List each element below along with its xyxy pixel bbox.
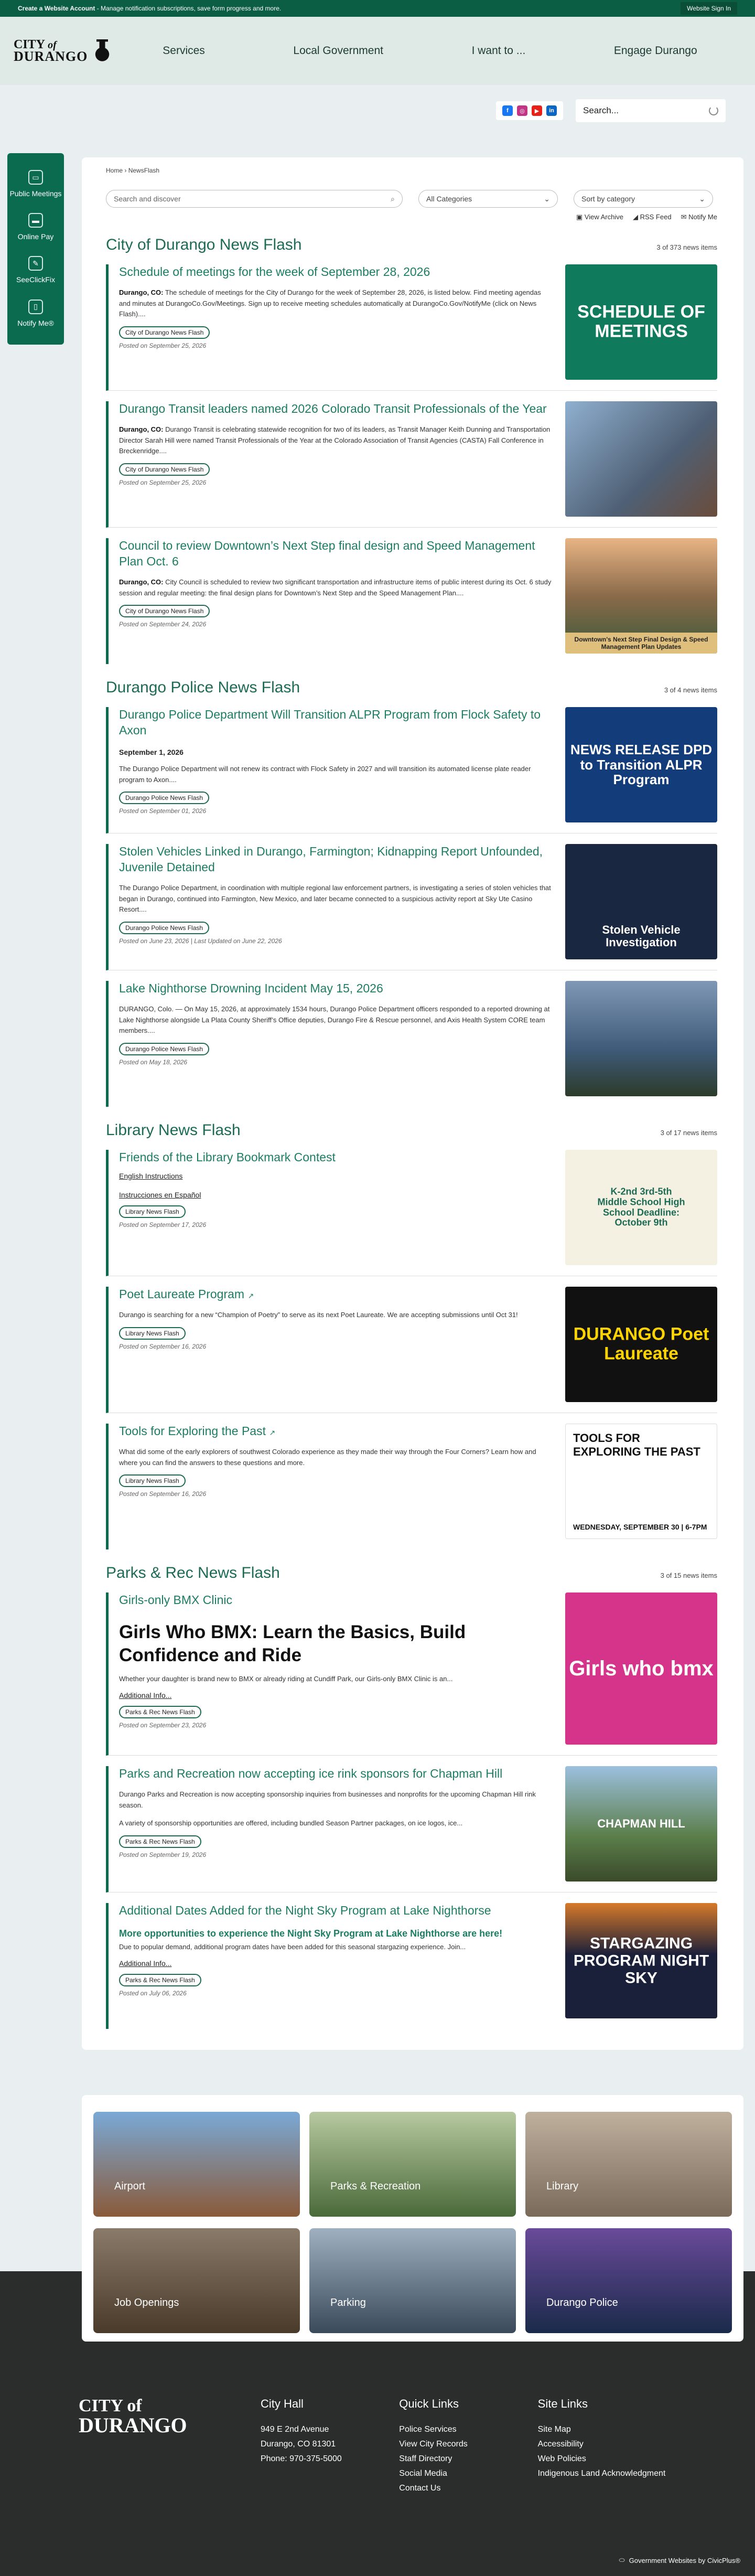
- footer-quick-links: Quick Links Police Services View City Records Staff Directory Social Media Contact Us: [399, 2397, 537, 2497]
- posted-date: Posted on September 16, 2026: [119, 1342, 207, 1350]
- section-parks-news: [106, 1564, 717, 2029]
- news-item-title[interactable]: Durango Transit leaders named 2026 Colorado Transit Professionals of the Year: [119, 402, 547, 415]
- news-item: [106, 1150, 717, 1276]
- instagram-icon[interactable]: ◎: [517, 105, 527, 116]
- posted-date: Posted on September 25, 2026: [119, 342, 207, 350]
- english-instructions-link[interactable]: English Instructions: [119, 1171, 183, 1180]
- sidebar-item-public-meetings[interactable]: ▭ Public Meetings: [7, 163, 64, 206]
- civicplus-credit[interactable]: ⬭ Government Websites by CivicPlus®: [619, 2556, 740, 2564]
- category-tag[interactable]: Durango Police News Flash: [119, 922, 209, 934]
- posted-date: Posted on September 01, 2026: [119, 807, 207, 815]
- youtube-icon[interactable]: ▶: [532, 105, 542, 116]
- civicplus-logo-icon: ⬭: [619, 2556, 625, 2564]
- news-item-title[interactable]: Friends of the Library Bookmark Contest: [119, 1150, 336, 1164]
- quick-link-tiles: [82, 2095, 743, 2342]
- section-title[interactable]: City of Durango News Flash: [106, 236, 302, 253]
- news-thumbnail[interactable]: Downtown's Next Step Final Design & Speed Management Plan Updates: [565, 538, 717, 654]
- section-count: 3 of 15 news items: [660, 1572, 717, 1579]
- nav-i-want-to[interactable]: I want to ...: [471, 45, 526, 57]
- nav-services[interactable]: Services: [163, 45, 205, 57]
- footer-link[interactable]: Staff Directory: [399, 2454, 452, 2463]
- utility-row: [0, 85, 755, 136]
- sign-in-button[interactable]: Website Sign In: [681, 2, 737, 15]
- news-item: Lake Nighthorse Drowning Incident May 15, 2026 DURANGO, Colo. — On May 15, 2026, at approximately 1534 hours, Durango Police Department officers responded to a reported drowning at Lake Nighthorse alongside La Plata County Sheriff’s Office deputies, Durango Fire & Rescue personnel, and Axis Health System CORE team members.... Durango Police News Flash Posted on May 18, 2026: [106, 981, 717, 1107]
- social-links: [496, 101, 563, 120]
- category-tag[interactable]: City of Durango News Flash: [119, 605, 210, 617]
- category-tag[interactable]: Parks & Rec News Flash: [119, 1974, 201, 1986]
- footer-link[interactable]: Site Map: [537, 2425, 571, 2434]
- tile-parks-recreation[interactable]: Parks & Recreation: [309, 2112, 516, 2217]
- posted-date: Posted on September 19, 2026: [119, 1851, 207, 1859]
- section-city-news: [106, 236, 717, 664]
- news-item: Council to review Downtown’s Next Step final design and Speed Management Plan Oct. 6 Durango, CO: City Council is scheduled to review two significant transportation and infrastructure items of public interest during its Oct. 6 study session and regular meeting: the final design plans for Downtown’s Next Step and the Speed Management Plan.... City of Durango News Flash Posted on September 24, 2026 Downtown's Next Step Final Design & Speed Management Plan Updates: [106, 538, 717, 664]
- news-item: Schedule of meetings for the week of September 28, 2026 Durango, CO: The schedule of meetings for the City of Durango for the week of September 28, 2026, is listed below. Find meeting agendas and minutes at DurangoCo.Gov/Meetings. Sign up to receive meeting schedules automatically at DurangoCo.Gov/NotifyMe (click on News Flash).... City of Durango News Flash Posted on September 25, 2026 SCHEDULE OF MEETINGS: [106, 264, 717, 391]
- section-title[interactable]: Parks & Rec News Flash: [106, 1564, 280, 1581]
- search-icon[interactable]: ⌕: [391, 194, 395, 203]
- section-count: 3 of 373 news items: [656, 243, 717, 251]
- archive-icon: ▣: [576, 213, 585, 221]
- sort-select[interactable]: Sort by category ⌄: [574, 190, 713, 208]
- additional-info-link[interactable]: Additional Info...: [119, 1691, 172, 1700]
- section-count: 3 of 4 news items: [664, 686, 717, 694]
- news-item: Poet Laureate Program ↗ Durango is searching for a new “Champion of Poetry” to serve as its next Poet Laureate. We are accepting submissions until Oct 31! Library News Flash Posted on September 16, 2026 DURANGO Poet Laureate: [106, 1287, 717, 1413]
- tile-job-openings[interactable]: Job Openings: [93, 2228, 300, 2333]
- footer-link[interactable]: Police Services: [399, 2425, 457, 2434]
- external-link-icon: ↗: [247, 1291, 254, 1300]
- news-thumbnail[interactable]: CHAPMAN HILL: [565, 1766, 717, 1882]
- news-thumbnail[interactable]: [565, 981, 717, 1096]
- site-search-input[interactable]: Search...: [576, 99, 726, 122]
- sidebar-item-online-pay[interactable]: ▬ Online Pay: [7, 206, 64, 249]
- chevron-down-icon: ⌄: [699, 194, 705, 203]
- posted-date: Posted on May 18, 2026: [119, 1059, 188, 1066]
- footer-logo[interactable]: CITY of DURANGO: [79, 2396, 187, 2437]
- train-logo-icon: [91, 39, 114, 62]
- news-item-title[interactable]: Parks and Recreation now accepting ice rink sponsors for Chapman Hill: [119, 1767, 503, 1780]
- phone-icon: ▯: [28, 300, 43, 314]
- article-heading: Girls Who BMX: Learn the Basics, Build Confidence and Ride: [119, 1621, 466, 1665]
- tile-durango-police[interactable]: Durango Police: [525, 2228, 732, 2333]
- sidebar-item-seeclickfix[interactable]: ✎ SeeClickFix: [7, 249, 64, 292]
- footer-link[interactable]: Social Media: [399, 2469, 447, 2478]
- footer-link[interactable]: Accessibility: [537, 2440, 584, 2449]
- posted-date: Posted on September 23, 2026: [119, 1722, 207, 1729]
- news-thumbnail[interactable]: Girls who bmx: [565, 1592, 717, 1745]
- category-tag[interactable]: Parks & Rec News Flash: [119, 1706, 201, 1718]
- news-item: Durango Transit leaders named 2026 Colorado Transit Professionals of the Year Durango, CO: Durango Transit is celebrating statewide recognition for two of its leaders, as Transit Manager Keith Dunning and Transportation Director Sarah Hill were named Transit Professionals of the Year at the Colorado Association of Transit Agencies (CASTA) Fall Conference in Breckenridge.... City of Durango News Flash Posted on September 25, 2026: [106, 401, 717, 528]
- section-count: 3 of 17 news items: [660, 1129, 717, 1137]
- tile-airport[interactable]: Airport: [93, 2112, 300, 2217]
- news-item-title[interactable]: Girls-only BMX Clinic: [119, 1593, 232, 1607]
- breadcrumb-home[interactable]: Home: [106, 167, 123, 174]
- category-tag[interactable]: City of Durango News Flash: [119, 326, 210, 339]
- category-select[interactable]: All Categories ⌄: [418, 190, 558, 208]
- filter-bar: [106, 190, 717, 208]
- news-thumbnail[interactable]: DURANGO Poet Laureate: [565, 1287, 717, 1402]
- news-item-title[interactable]: Poet Laureate Program ↗: [119, 1287, 254, 1301]
- footer-site-links: Site Links Site Map Accessibility Web Policies Indigenous Land Acknowledgment: [538, 2397, 676, 2497]
- posted-date: Posted on September 24, 2026: [119, 621, 207, 628]
- posted-date: Posted on September 25, 2026: [119, 479, 207, 487]
- category-tag[interactable]: Durango Police News Flash: [119, 1043, 209, 1055]
- posted-date: Posted on June 23, 2026 | Last Updated on June 22, 2026: [119, 937, 282, 945]
- news-item-title[interactable]: Lake Nighthorse Drowning Incident May 15, 2026: [119, 981, 383, 995]
- section-library-news: [106, 1121, 717, 1549]
- city-logo[interactable]: CITY of DURANGO: [14, 39, 118, 63]
- news-flash-content: [82, 157, 743, 2050]
- chevron-down-icon: ⌄: [544, 194, 550, 203]
- external-link-icon: ↗: [269, 1428, 276, 1437]
- category-tag[interactable]: Library News Flash: [119, 1205, 186, 1218]
- rss-feed-link[interactable]: ◢ RSS Feed: [632, 213, 672, 221]
- sidebar-item-notify-me[interactable]: ▯ Notify Me®: [7, 292, 64, 335]
- news-thumbnail[interactable]: K-2nd 3rd-5th Middle School High School Deadline: October 9th: [565, 1150, 717, 1265]
- article-subheading: More opportunities to experience the Night Sky Program at Lake Nighthorse are here!: [119, 1928, 503, 1939]
- news-thumbnail[interactable]: Stolen Vehicle Investigation: [565, 844, 717, 959]
- news-item-title[interactable]: Schedule of meetings for the week of September 28, 2026: [119, 265, 430, 279]
- news-item: Parks and Recreation now accepting ice rink sponsors for Chapman Hill Durango Parks and Recreation is now accepting sponsorship inquiries from businesses and nonprofits for the upcoming Chapman Hill rink season. A variety of sponsorship opportunities are offered, including bundled Season Partner packages, on ice logos, ice... Parks & Rec News Flash Posted on September 19, 2026 CHAPMAN HILL: [106, 1766, 717, 1893]
- tile-parking[interactable]: Parking: [309, 2228, 516, 2333]
- category-tag[interactable]: Library News Flash: [119, 1327, 186, 1340]
- spanish-instructions-link[interactable]: Instrucciones en Español: [119, 1190, 201, 1199]
- notify-me-link[interactable]: ✉ Notify Me: [681, 213, 717, 221]
- news-item-title[interactable]: Council to review Downtown’s Next Step final design and Speed Management Plan Oct. 6: [119, 539, 535, 568]
- news-item: Girls-only BMX Clinic Girls Who BMX: Learn the Basics, Build Confidence and Ride Whether your daughter is brand new to BMX or already riding at Cundiff Park, our Girls-only BMX Clinic is an... Additional Info... Parks & Rec News Flash Posted on September 23, 2026 Girls who bmx: [106, 1592, 717, 1756]
- envelope-icon: ✉: [681, 213, 689, 221]
- news-thumbnail[interactable]: STARGAZING PROGRAM NIGHT SKY: [565, 1903, 717, 2018]
- category-tag[interactable]: Parks & Rec News Flash: [119, 1835, 201, 1848]
- news-thumbnail[interactable]: TOOLS FOR EXPLORING THE PAST WEDNESDAY, SEPTEMBER 30 | 6-7PM: [565, 1424, 717, 1539]
- main-navigation: [118, 39, 741, 62]
- top-banner: [0, 0, 755, 17]
- footer-link[interactable]: Contact Us: [399, 2484, 441, 2493]
- category-tag[interactable]: City of Durango News Flash: [119, 463, 210, 476]
- section-police-news: [106, 679, 717, 1107]
- news-item-title[interactable]: Additional Dates Added for the Night Sky Program at Lake Nighthorse: [119, 1904, 491, 1917]
- section-title[interactable]: Durango Police News Flash: [106, 679, 300, 696]
- news-item-title[interactable]: Tools for Exploring the Past ↗: [119, 1424, 276, 1438]
- loading-spinner-icon: [709, 106, 718, 115]
- category-tag[interactable]: Durango Police News Flash: [119, 792, 209, 804]
- create-account-link[interactable]: Create a Website Account - Manage notification subscriptions, save form progress and more.: [18, 5, 282, 12]
- wrench-icon: ✎: [28, 256, 43, 271]
- news-item: Tools for Exploring the Past ↗ What did some of the early explorers of southwest Colorado experience as they made their way through the Four Corners? Learn how and where you can find the answers to these questions and more. Library News Flash Posted on September 16, 2026 TOOLS FOR EXPLORING THE PAST WEDNESDAY, SEPTEMBER 30 | 6-7PM: [106, 1424, 717, 1549]
- posted-date: Posted on September 16, 2026: [119, 1490, 207, 1498]
- quick-access-sidebar: [7, 153, 64, 345]
- news-item-title[interactable]: Durango Police Department Will Transition ALPR Program from Flock Safety to Axon: [119, 708, 541, 737]
- category-tag[interactable]: Library News Flash: [119, 1474, 186, 1487]
- site-header: [0, 17, 755, 85]
- additional-info-link[interactable]: Additional Info...: [119, 1959, 172, 1968]
- footer-link[interactable]: Indigenous Land Acknowledgment: [537, 2469, 666, 2478]
- nav-engage-durango[interactable]: Engage Durango: [613, 45, 697, 57]
- news-thumbnail[interactable]: NEWS RELEASE DPD to Transition ALPR Program: [565, 707, 717, 822]
- linkedin-icon[interactable]: in: [546, 105, 557, 116]
- chat-icon: ▭: [28, 170, 43, 185]
- posted-date: Posted on September 17, 2026: [119, 1221, 207, 1228]
- credit-card-icon: ▬: [28, 213, 43, 228]
- news-thumbnail[interactable]: [565, 401, 717, 517]
- footer-link[interactable]: Web Policies: [537, 2454, 586, 2463]
- section-title[interactable]: Library News Flash: [106, 1121, 241, 1139]
- feed-links: [106, 213, 717, 221]
- news-item: Additional Dates Added for the Night Sky Program at Lake Nighthorse More opportunities to experience the Night Sky Program at Lake Nighthorse are here! Due to popular demand, additional program dates have been added for this seasonal stargazing experience. Join... Additional Info... Parks & Rec News Flash Posted on July 06, 2026 STARGAZING PROGRAM NIGHT SKY: [106, 1903, 717, 2029]
- tile-library[interactable]: Library: [525, 2112, 732, 2217]
- footer-city-hall: City Hall 949 E 2nd Avenue Durango, CO 81301 Phone: 970-375-5000: [260, 2397, 342, 2463]
- rss-icon: ◢: [632, 213, 640, 221]
- facebook-icon[interactable]: f: [502, 105, 513, 116]
- view-archive-link[interactable]: ▣ View Archive: [576, 213, 623, 221]
- news-item: Durango Police Department Will Transition ALPR Program from Flock Safety to Axon September 1, 2026 The Durango Police Department will not renew its contract with Flock Safety in 2027 and will transition its automated license plate reader program to Axon.... Durango Police News Flash Posted on September 01, 2026 NEWS RELEASE DPD to Transition ALPR Program: [106, 707, 717, 833]
- nav-local-government[interactable]: Local Government: [293, 45, 383, 57]
- footer-link[interactable]: View City Records: [399, 2440, 468, 2449]
- news-item: Stolen Vehicles Linked in Durango, Farmington; Kidnapping Report Unfounded, Juvenile Detained The Durango Police Department, in coordination with multiple regional law enforcement partners, is investigating a series of stolen vehicles that began in Durango, continued into Farmington, New Mexico, and later became connected to a suspicious activity report at Sky Ute Casino Resort.... Durango Police News Flash Posted on June 23, 2026 | Last Updated on June 22, 2026 Stolen Vehicle Investigation: [106, 844, 717, 970]
- news-item-title[interactable]: Stolen Vehicles Linked in Durango, Farmington; Kidnapping Report Unfounded, Juvenile Detained: [119, 845, 543, 874]
- news-thumbnail[interactable]: SCHEDULE OF MEETINGS: [565, 264, 717, 380]
- posted-date: Posted on July 06, 2026: [119, 1989, 187, 1997]
- news-search-input[interactable]: Search and discover ⌕: [106, 190, 403, 208]
- release-date: September 1, 2026: [119, 747, 184, 756]
- breadcrumb: Home › NewsFlash: [106, 167, 160, 174]
